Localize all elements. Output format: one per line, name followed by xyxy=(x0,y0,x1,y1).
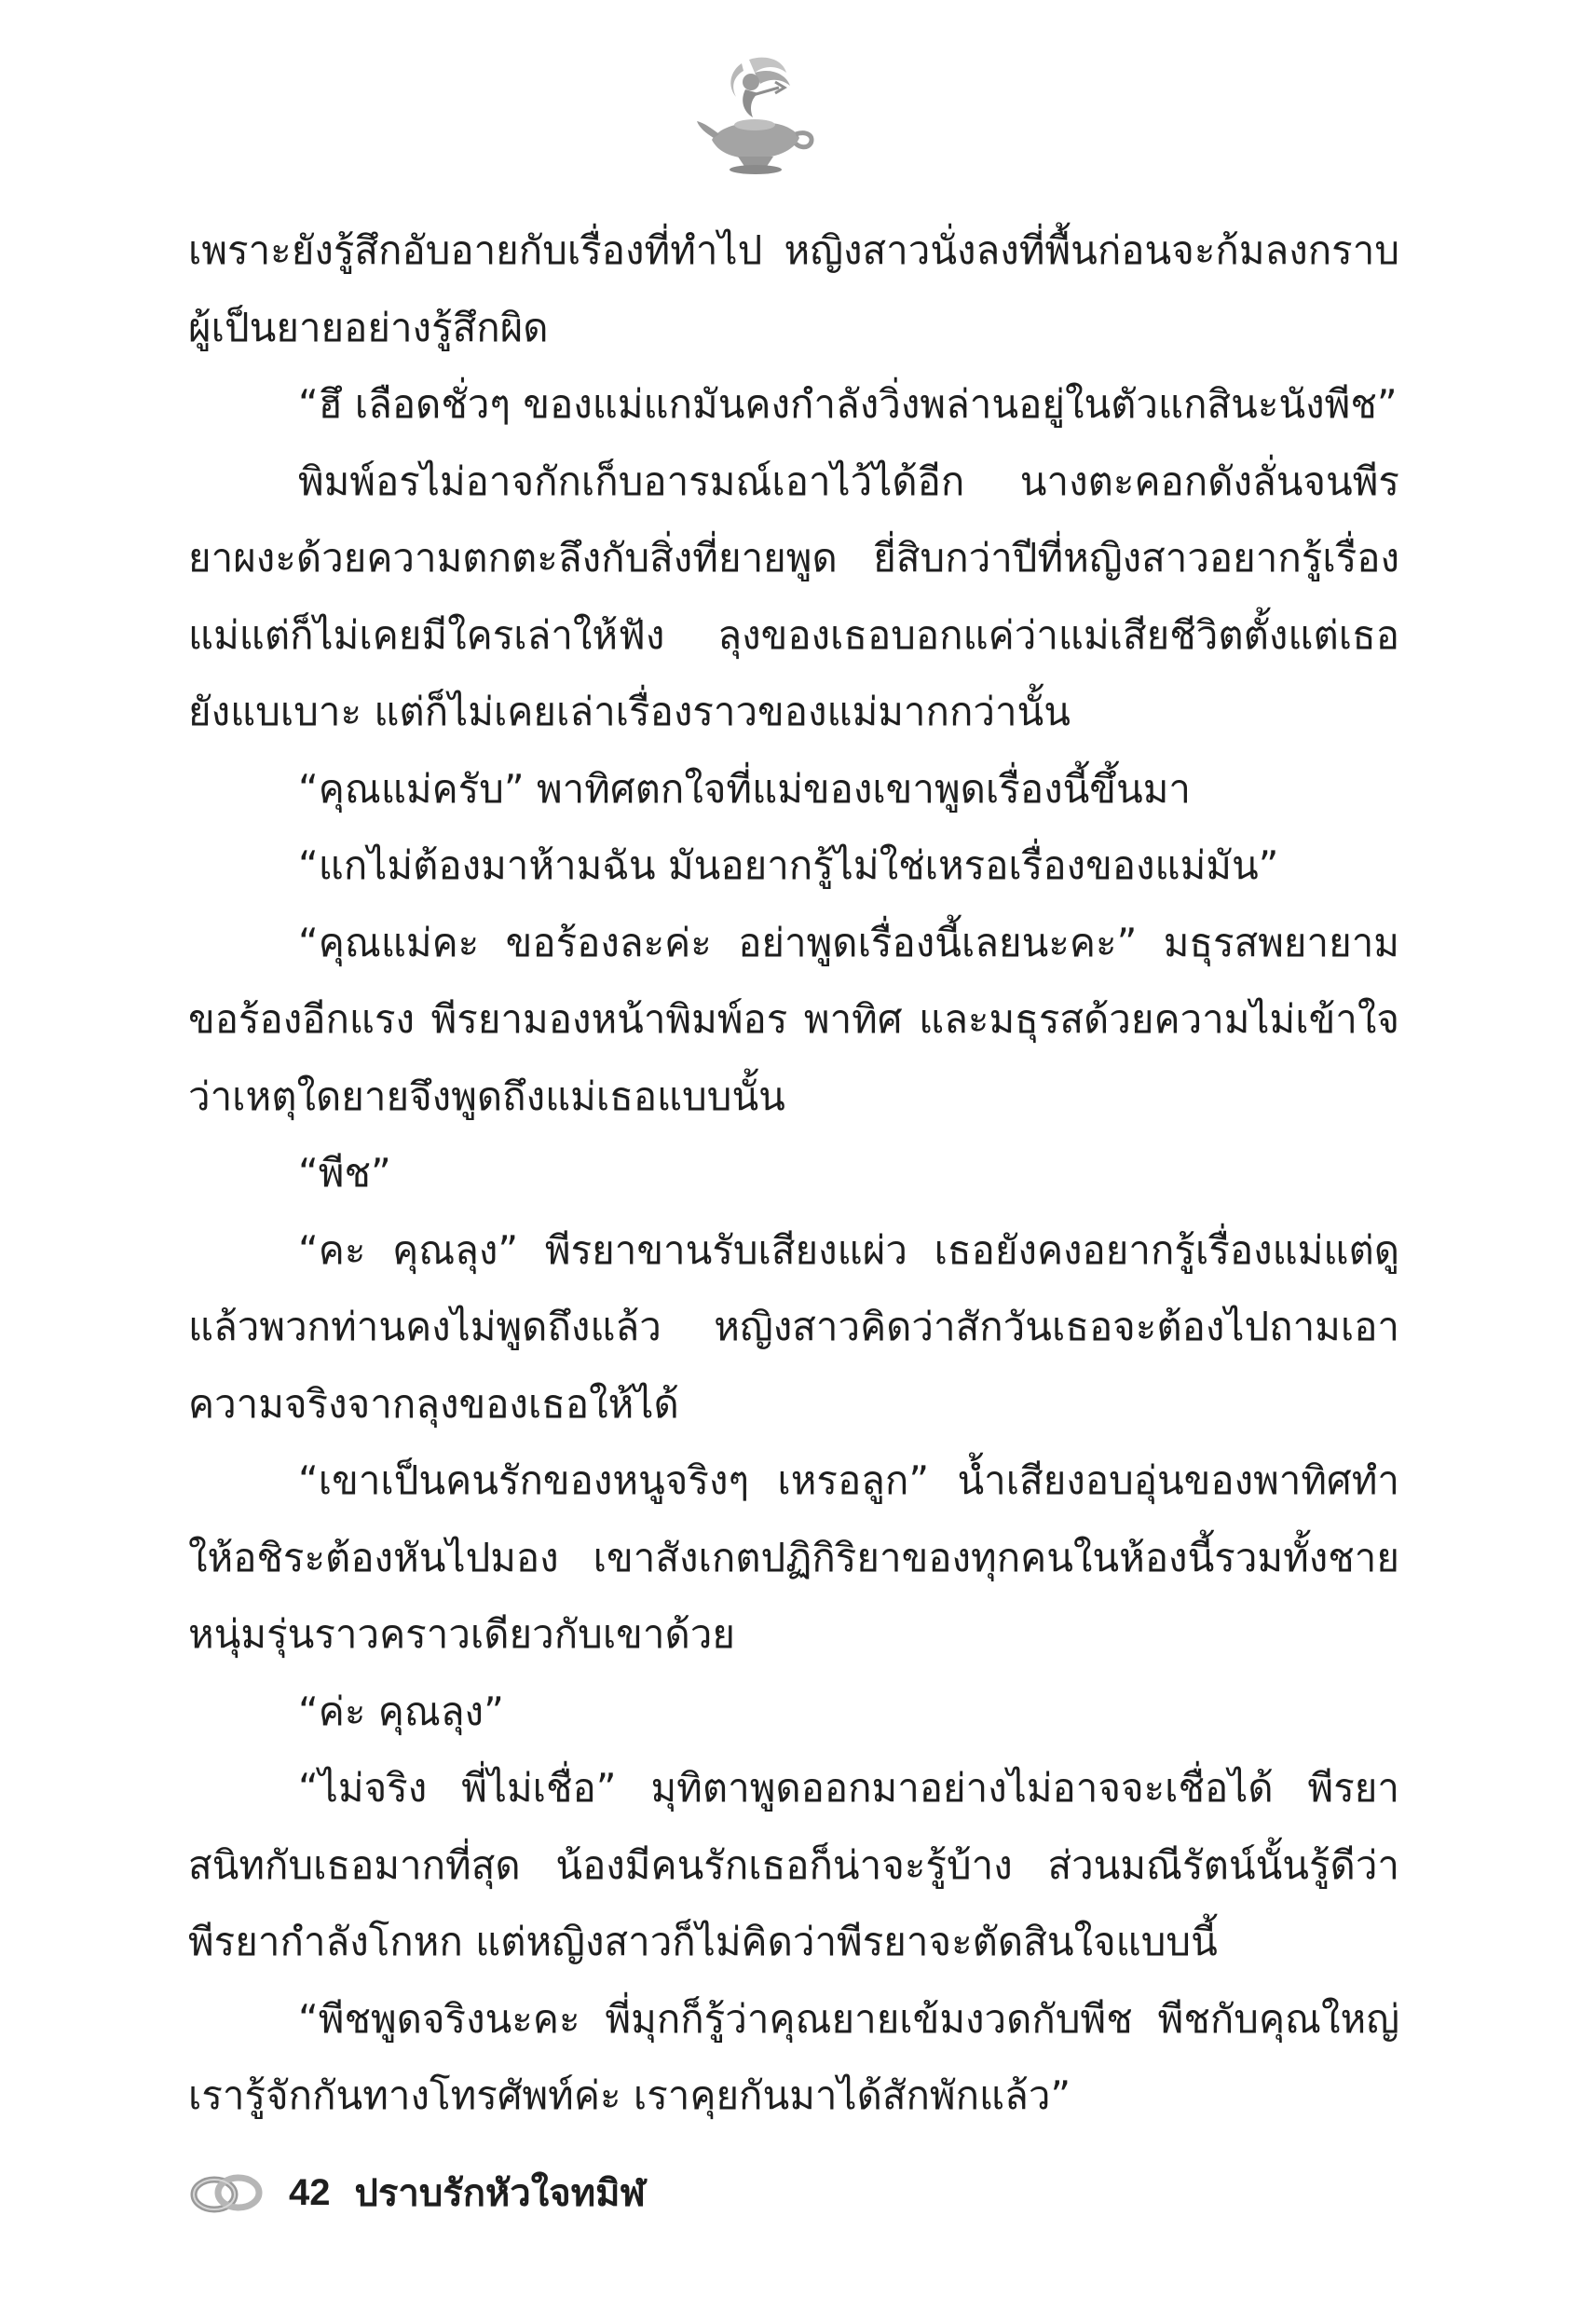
page-number: 42 xyxy=(289,2171,331,2213)
paragraph-4: “คุณแม่ครับ” พาทิศตกใจที่แม่ของเขาพูดเรื่องนี้ขึ้นมา xyxy=(298,765,1191,812)
book-title: ปราบรักหัวใจทมิฬ xyxy=(354,2172,646,2215)
paragraph-8: “คะ คุณลุง” พีรยาขานรับเสียงแผ่ว เธอยังคงอยากรู้เรื่องแม่แต่ดูแล้วพวกท่านคงไม่พูดถึงแล้ว หญิงสาวคิดว่าสักวันเธอจะต้องไปถามเอาความจริงจากลุงของเธอให้ได้ xyxy=(188,1226,1399,1427)
paragraph-1: เพราะยังรู้สึกอับอายกับเรื่องที่ทำไป หญิงสาวนั่งลงที่พื้นก่อนจะก้มลงกราบผู้เป็นยายอย่างรู้สึกผิด xyxy=(188,227,1399,350)
paragraph-10: “ค่ะ คุณลุง” xyxy=(298,1688,504,1734)
paragraph-5: “แกไม่ต้องมาห้ามฉัน มันอยากรู้ไม่ใช่เหรอเรื่องของแม่มัน” xyxy=(298,842,1279,888)
paragraph-3: พิมพ์อรไม่อาจกักเก็บอารมณ์เอาไว้ได้อีก นางตะคอกดังลั่นจนพีรยาผงะด้วยความตกตะลึงกับสิ่งที่ยายพูด ยี่สิบกว่าปีที่หญิงสาวอยากรู้เรื่องแม่แต่ก็ไม่เคยมีใครเล่าให้ฟัง ลุงของเธอบอกแค่ว่าแม่เสียชีวิตตั้งแต่เธอยังแบเบาะ แต่ก็ไม่เคยเล่าเรื่องราวของแม่มากกว่านั้น xyxy=(188,458,1399,734)
cupid-lamp-icon xyxy=(693,54,820,175)
body-text xyxy=(188,212,1399,2135)
paragraph-2: “ฮึ เลือดชั่วๆ ของแม่แกมันคงกำลังวิ่งพล่านอยู่ในตัวแกสินะนังพีช” xyxy=(298,381,1398,427)
wedding-rings-icon xyxy=(186,2168,266,2217)
paragraph-6: “คุณแม่คะ ขอร้องละค่ะ อย่าพูดเรื่องนี้เลยนะคะ” มธุรสพยายามขอร้องอีกแรง พีรยามองหน้าพิมพ์อร พาทิศ และมธุรสด้วยความไม่เข้าใจว่าเหตุใดยายจึงพูดถึงแม่เธอแบบนั้น xyxy=(188,919,1399,1119)
paragraph-7: “พีช” xyxy=(298,1150,391,1196)
paragraph-9: “เขาเป็นคนรักของหนูจริงๆ เหรอลูก” น้ำเสียงอบอุ่นของพาทิศทำให้อชิระต้องหันไปมอง เขาสังเกตปฏิกิริยาของทุกคนในห้องนี้รวมทั้งชายหนุ่มรุ่นราวคราวเดียวกับเขาด้วย xyxy=(188,1457,1399,1657)
paragraph-11: “ไม่จริง พี่ไม่เชื่อ” มุทิตาพูดออกมาอย่างไม่อาจจะเชื่อได้ พีรยาสนิทกับเธอมากที่สุด น้องมีคนรักเธอก็น่าจะรู้บ้าง ส่วนมณีรัตน์นั้นรู้ดีว่าพีรยากำลังโกหก แต่หญิงสาวก็ไม่คิดว่าพีรยาจะตัดสินใจแบบนี้ xyxy=(188,1765,1399,1964)
page-footer xyxy=(186,2160,646,2225)
paragraph-12: “พีชพูดจริงนะคะ พี่มุกก็รู้ว่าคุณยายเข้มงวดกับพีช พีชกับคุณใหญ่เรารู้จักกันทางโทรศัพท์ค่ะ เราคุยกันมาได้สักพักแล้ว” xyxy=(188,1995,1399,2118)
